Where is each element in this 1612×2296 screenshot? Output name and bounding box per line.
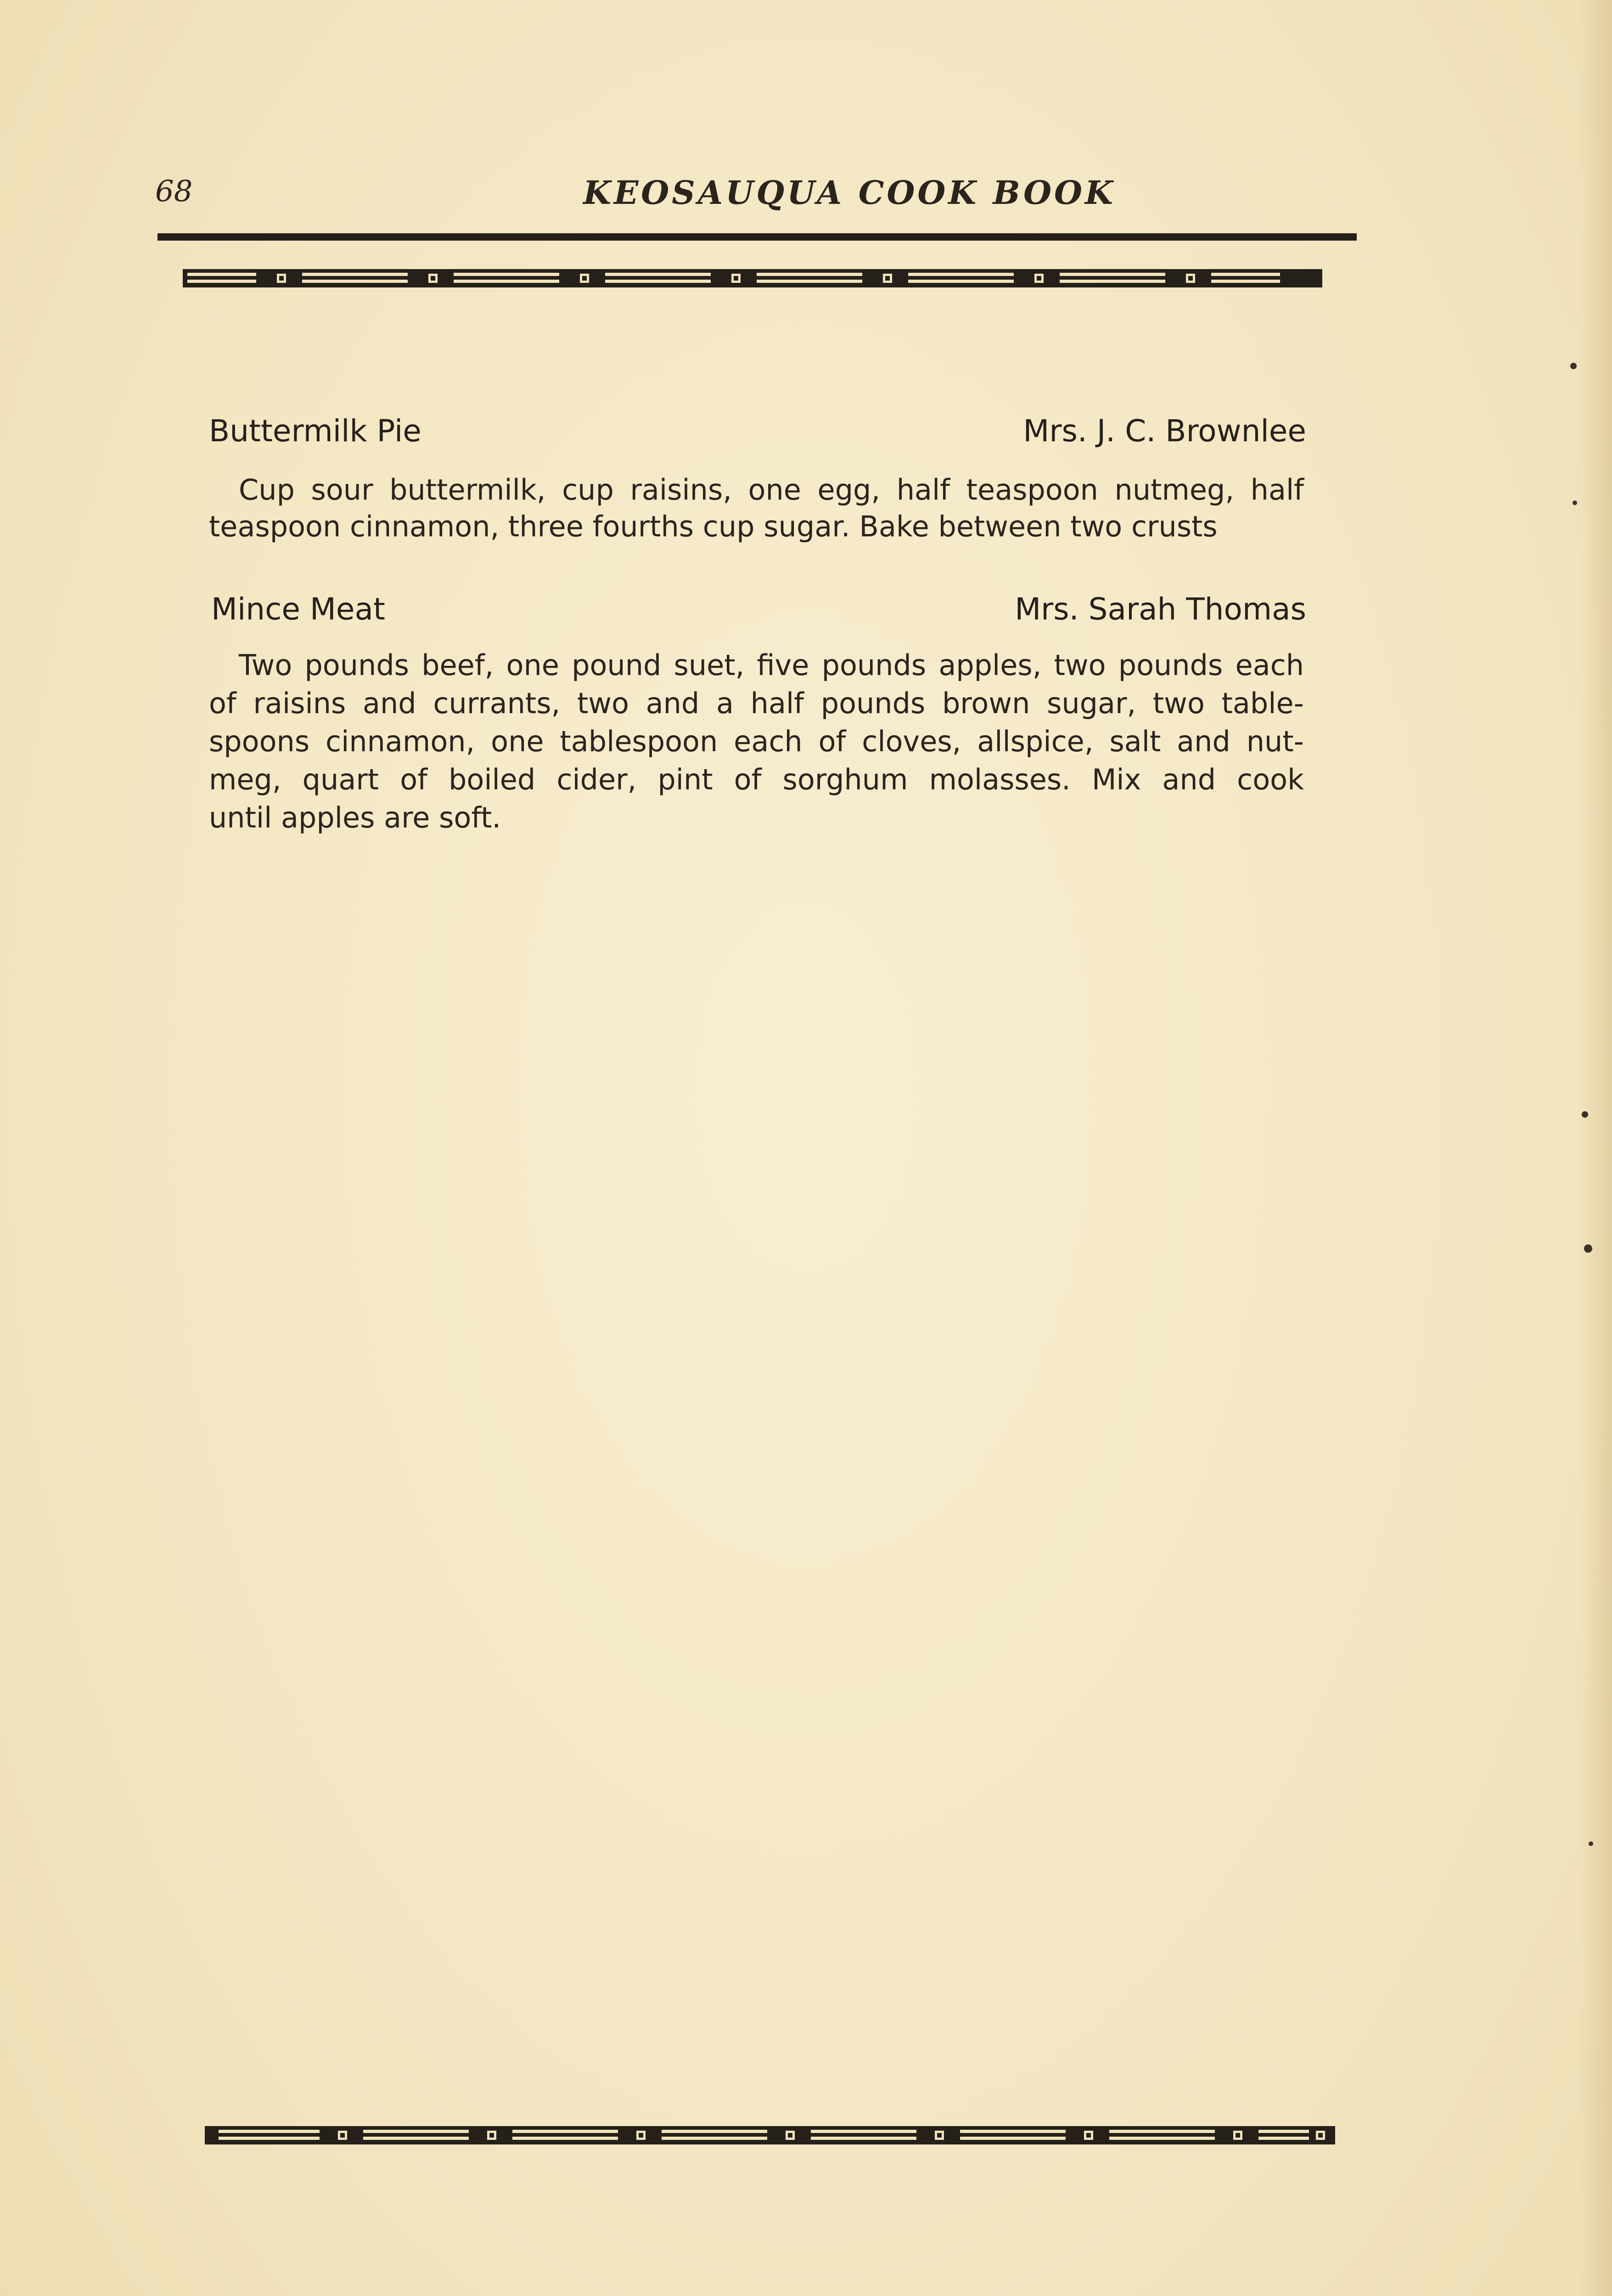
recipe-text-line: until apples are soft. (209, 801, 501, 834)
running-head-title: KEOSAUQUA COOK BOOK (583, 174, 1116, 212)
paper-speck (1570, 363, 1577, 369)
recipe-title-buttermilk-pie: Buttermilk Pie (209, 413, 421, 449)
recipe-text-line: meg, quart of boiled cider, pint of sorghum molasses. Mix and cook (209, 763, 1304, 796)
recipe-text-line: of raisins and currants, two and a half pounds brown sugar, two table- (209, 687, 1304, 720)
recipe-text-line: Two pounds beef, one pound suet, five pounds apples, two pounds each (239, 648, 1304, 682)
paper-speck (1589, 1841, 1593, 1846)
paper-speck (1573, 501, 1577, 505)
recipe-title-mince-meat: Mince Meat (211, 591, 385, 627)
paper-speck (1584, 1244, 1592, 1253)
header-rule (157, 233, 1357, 241)
recipe-text-line: teaspoon cinnamon, three fourths cup sugar. Bake between two crusts (209, 510, 1218, 543)
recipe-text-line: spoons cinnamon, one tablespoon each of cloves, allspice, salt and nut- (209, 725, 1304, 758)
page-number: 68 (155, 174, 193, 208)
recipe-author-thomas: Mrs. Sarah Thomas (1015, 591, 1306, 627)
bottom-ornamental-border (205, 2125, 1335, 2145)
recipe-text-line: Cup sour buttermilk, cup raisins, one egg, half teaspoon nutmeg, half (239, 473, 1304, 506)
recipe-author-brownlee: Mrs. J. C. Brownlee (1023, 413, 1306, 449)
page-edge-shading (1580, 0, 1612, 2296)
paper-speck (1582, 1111, 1588, 1118)
top-ornamental-border (183, 268, 1322, 288)
